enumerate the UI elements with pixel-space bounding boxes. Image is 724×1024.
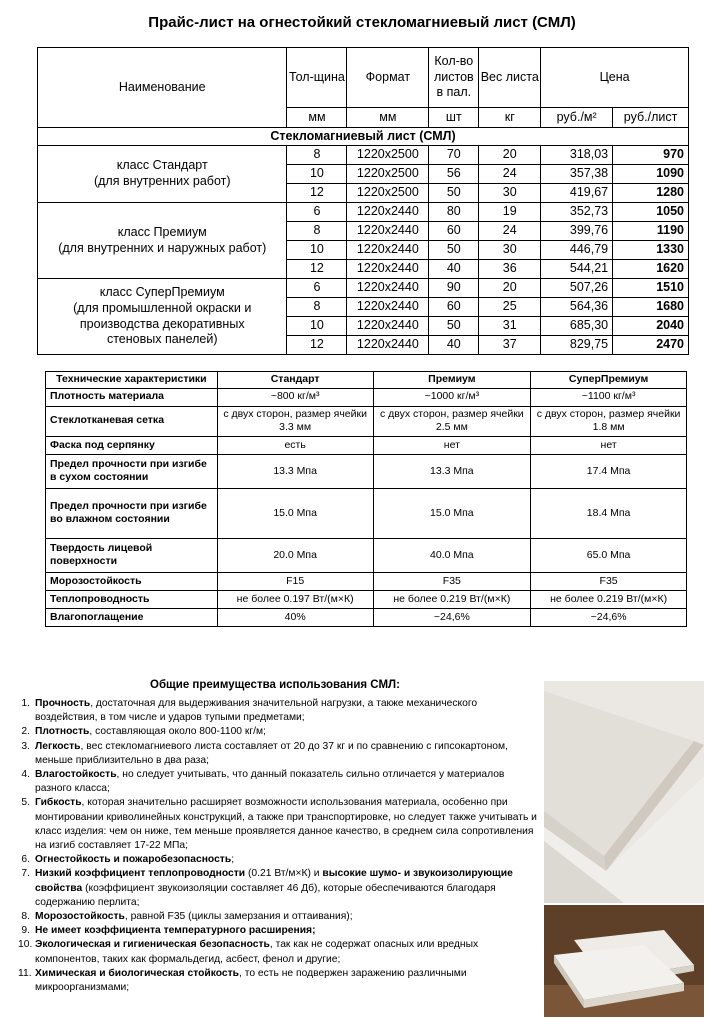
product-class-name: класс Премиум (для внутренних и наружных работ) [38, 203, 287, 279]
advantages-title: Общие преимущества использования СМЛ: [150, 679, 400, 691]
cell-weight: 37 [479, 336, 541, 355]
tech-value: F15 [217, 572, 373, 590]
cell-thickness: 10 [287, 317, 347, 336]
cell-weight: 31 [479, 317, 541, 336]
cell-thickness: 12 [287, 184, 347, 203]
list-number: 6. [21, 854, 30, 866]
tech-value: F35 [373, 572, 531, 590]
tech-value: 65.0 Мпа [531, 538, 687, 572]
tech-property: Предел прочности при изгибе в сухом состоянии [46, 454, 218, 488]
cell-qty: 70 [429, 146, 479, 165]
cell-price-m2: 507,26 [541, 279, 613, 298]
cell-format: 1220x2500 [347, 165, 429, 184]
tech-property: Стеклотканевая сетка [46, 406, 218, 436]
cell-qty: 60 [429, 222, 479, 241]
header-weight: Вес листа [479, 48, 541, 108]
table-row [46, 590, 687, 608]
cell-weight: 20 [479, 279, 541, 298]
cell-weight: 25 [479, 298, 541, 317]
tech-header-cell: Премиум [373, 372, 531, 389]
cell-price-m2: 419,67 [541, 184, 613, 203]
cell-price-sheet: 1280 [613, 184, 689, 203]
cell-price-m2: 357,38 [541, 165, 613, 184]
cell-format: 1220x2440 [347, 203, 429, 222]
cell-price-sheet: 1050 [613, 203, 689, 222]
cell-price-m2: 544,21 [541, 260, 613, 279]
tech-property: Теплопроводность [46, 590, 218, 608]
tech-value: 40.0 Мпа [373, 538, 531, 572]
list-number: 2. [21, 726, 30, 738]
cell-price-sheet: 2040 [613, 317, 689, 336]
tech-value: не более 0.219 Вт/(м×К) [373, 590, 531, 608]
section-title: Стекломагниевый лист (СМЛ) [38, 128, 689, 146]
cell-price-m2: 399,76 [541, 222, 613, 241]
table-row [46, 388, 687, 406]
cell-thickness: 10 [287, 165, 347, 184]
cell-qty: 60 [429, 298, 479, 317]
tech-property: Влагопоглащение [46, 608, 218, 626]
unit-weight: кг [479, 108, 541, 128]
cell-weight: 36 [479, 260, 541, 279]
tech-value: ~24,6% [531, 608, 687, 626]
cell-price-sheet: 2470 [613, 336, 689, 355]
cell-format: 1220x2440 [347, 298, 429, 317]
list-item: 7. Низкий коэффициент теплопроводности (0.21 Вт/м×К) и высокие шумо- и звукоизолирующие свойства (коэффициент звукоизоляции составляет 46 Дб), которые обеспечиваются благодаря содержанию перлита; [20, 867, 540, 910]
cell-qty: 40 [429, 260, 479, 279]
unit-thickness: мм [287, 108, 347, 128]
cell-qty: 80 [429, 203, 479, 222]
cell-price-m2: 564,36 [541, 298, 613, 317]
cell-format: 1220x2440 [347, 241, 429, 260]
header-name: Наименование [38, 48, 287, 128]
tech-value: с двух сторон, размер ячейки 1.8 мм [531, 406, 687, 436]
cell-price-sheet: 1090 [613, 165, 689, 184]
cell-weight: 30 [479, 241, 541, 260]
cell-price-m2: 318,03 [541, 146, 613, 165]
list-item: 5. Гибкость, которая значительно расширяет возможности использования материала, особенно при монтировании криволинейных конструкций, а также при транспортировке, но следует также учитывать и класс изделия: чем он ниже, тем меньше проявляется данное качество, в среднем сила сопротивления на изгиб составляет 17-22 МПа; [20, 796, 540, 853]
tech-value: не более 0.219 Вт/(м×К) [531, 590, 687, 608]
list-item: 2. Плотность, составляющая около 800-1100 кг/м; [20, 725, 540, 739]
tech-value: 20.0 Мпа [217, 538, 373, 572]
list-item: 9. Не имеет коэффициента температурного расширения; [20, 924, 540, 938]
tech-value: нет [531, 436, 687, 454]
unit-format: мм [347, 108, 429, 128]
cell-price-sheet: 970 [613, 146, 689, 165]
cell-price-m2: 446,79 [541, 241, 613, 260]
table-row [46, 436, 687, 454]
cell-thickness: 6 [287, 279, 347, 298]
list-item: 10. Экологическая и гигиеническая безопасность, так как не содержат опасных или вредных компонентов, таких как формальдегид, асбест, фенол и другие; [18, 939, 479, 965]
table-row [46, 406, 687, 436]
unit-qty: шт [429, 108, 479, 128]
list-number: 10. [18, 939, 33, 951]
cell-qty: 90 [429, 279, 479, 298]
cell-thickness: 8 [287, 146, 347, 165]
table-row [46, 608, 687, 626]
table-row [46, 488, 687, 538]
list-item: 1. Прочность, достаточная для выдерживания значительной нагрузки, а также механического воздействия, в том числе и ударов тупыми предметами; [20, 697, 540, 725]
cell-weight: 30 [479, 184, 541, 203]
tech-value: не более 0.197 Вт/(м×К) [217, 590, 373, 608]
tech-value: с двух сторон, размер ячейки 2.5 мм [373, 406, 531, 436]
list-item: 4. Влагостойкость, но следует учитывать, что данный показатель сильно отличается у материалов разного класса; [20, 768, 540, 796]
tech-value: 13.3 Мпа [217, 454, 373, 488]
cell-weight: 24 [479, 222, 541, 241]
product-class-name: класс СуперПремиум (для промышленной окраски и производства декоративных стеновых панелей) [38, 279, 287, 355]
cell-price-m2: 685,30 [541, 317, 613, 336]
unit-price_m2: руб./м² [541, 108, 613, 128]
tech-value: 15.0 Мпа [373, 488, 531, 538]
tech-property: Морозостойкость [46, 572, 218, 590]
cell-qty: 50 [429, 317, 479, 336]
sml-sheet-photo [544, 681, 704, 903]
tech-property: Предел прочности при изгибе во влажном состоянии [46, 488, 218, 538]
advantages-list [20, 697, 540, 995]
header-qty: Кол-во листов в пал. [429, 48, 479, 108]
cell-thickness: 12 [287, 260, 347, 279]
tech-value: 15.0 Мпа [217, 488, 373, 538]
cell-price-m2: 829,75 [541, 336, 613, 355]
tech-property: Твердость лицевой поверхности [46, 538, 218, 572]
tech-value: ~800 кг/м³ [217, 388, 373, 406]
tech-value: ~24,6% [373, 608, 531, 626]
header-price: Цена [541, 48, 689, 108]
cell-weight: 20 [479, 146, 541, 165]
cell-format: 1220x2440 [347, 279, 429, 298]
tech-value: с двух сторон, размер ячейки 3.3 мм [217, 406, 373, 436]
list-number: 1. [21, 698, 30, 709]
tech-value: F35 [531, 572, 687, 590]
cell-thickness: 8 [287, 222, 347, 241]
tech-header-cell: Стандарт [217, 372, 373, 389]
tech-property: Фаска под серпянку [46, 436, 218, 454]
page-title: Прайс-лист на огнестойкий стекломагниевый лист (СМЛ) [148, 14, 576, 31]
tech-property: Плотность материала [46, 388, 218, 406]
sml-stack-photo [544, 905, 704, 1017]
table-row [46, 538, 687, 572]
tech-value: ~1000 кг/м³ [373, 388, 531, 406]
tech-value: есть [217, 436, 373, 454]
cell-qty: 50 [429, 241, 479, 260]
product-class-name: класс Стандарт (для внутренних работ) [38, 146, 287, 203]
header-format: Формат [347, 48, 429, 108]
cell-thickness: 8 [287, 298, 347, 317]
tech-value: 13.3 Мпа [373, 454, 531, 488]
cell-weight: 24 [479, 165, 541, 184]
cell-price-m2: 352,73 [541, 203, 613, 222]
list-item: 8. Морозостойкость, равной F35 (циклы замерзания и оттаивания); [20, 910, 540, 924]
table-row [38, 146, 689, 165]
list-number: 5. [21, 797, 30, 809]
price-table [37, 47, 689, 355]
cell-format: 1220x2500 [347, 146, 429, 165]
list-item: 3. Легкость, вес стекломагниевого листа составляет от 20 до 37 кг и по сравнению с гипсокартоном, меньше приблизительно в два раза; [20, 740, 540, 768]
list-number: 7. [21, 868, 30, 880]
cell-price-sheet: 1680 [613, 298, 689, 317]
cell-price-sheet: 1330 [613, 241, 689, 260]
tech-value: 18.4 Мпа [531, 488, 687, 538]
tech-value: нет [373, 436, 531, 454]
cell-qty: 50 [429, 184, 479, 203]
tech-value: 40% [217, 608, 373, 626]
cell-price-sheet: 1190 [613, 222, 689, 241]
cell-qty: 56 [429, 165, 479, 184]
list-number: 3. [21, 740, 30, 752]
cell-price-sheet: 1620 [613, 260, 689, 279]
list-number: 4. [21, 769, 30, 781]
cell-format: 1220x2440 [347, 317, 429, 336]
tech-value: 17.4 Мпа [531, 454, 687, 488]
table-row [46, 454, 687, 488]
cell-thickness: 12 [287, 336, 347, 355]
cell-price-sheet: 1510 [613, 279, 689, 298]
tech-header-cell: СуперПремиум [531, 372, 687, 389]
unit-price_sheet: руб./лист [613, 108, 689, 128]
list-item: 11. Химическая и биологическая стойкость, то есть не подвержен заражению различными микроорганизмами; [18, 967, 467, 994]
cell-format: 1220x2440 [347, 260, 429, 279]
header-thickness: Тол-щина [287, 48, 347, 108]
cell-format: 1220x2440 [347, 336, 429, 355]
table-row [38, 279, 689, 298]
cell-qty: 40 [429, 336, 479, 355]
table-row [46, 572, 687, 590]
list-number: 11. [18, 967, 32, 979]
tech-table [45, 371, 687, 627]
list-number: 9. [21, 925, 30, 937]
cell-weight: 19 [479, 203, 541, 222]
list-number: 8. [21, 911, 30, 923]
cell-thickness: 6 [287, 203, 347, 222]
tech-header-row [46, 372, 687, 389]
tech-header-cell: Технические характеристики [46, 372, 218, 389]
tech-value: ~1100 кг/м³ [531, 388, 687, 406]
table-row [38, 203, 689, 222]
list-item: 6. Огнестойкость и пожаробезопасность; [20, 853, 540, 867]
cell-format: 1220x2440 [347, 222, 429, 241]
cell-thickness: 10 [287, 241, 347, 260]
cell-format: 1220x2500 [347, 184, 429, 203]
